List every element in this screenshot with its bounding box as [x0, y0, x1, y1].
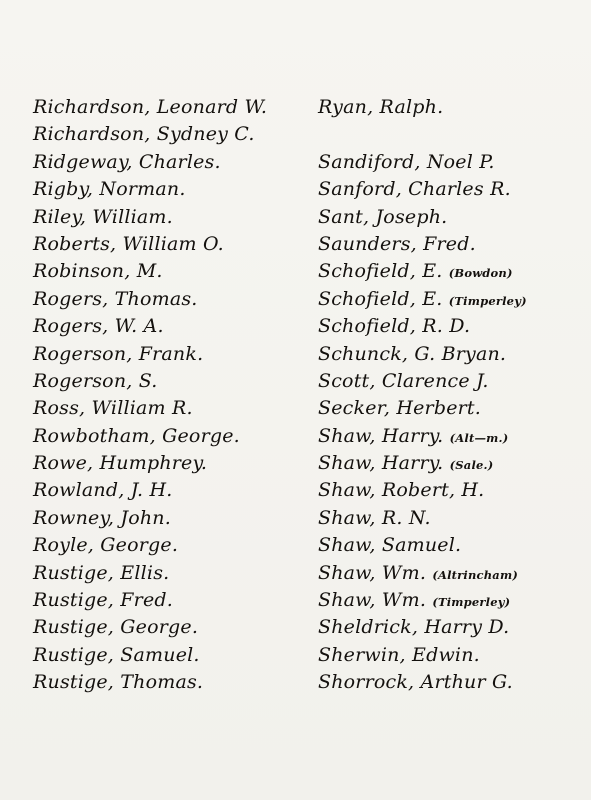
name-entry	[318, 669, 588, 696]
entry-name: Shaw, Harry.	[318, 424, 444, 447]
name-entry	[33, 505, 303, 532]
entry-name: Shaw, Wm.	[318, 561, 427, 584]
entry-location-note: (Sale.)	[449, 458, 494, 473]
entry-name: Rogerson, Frank.	[33, 342, 204, 365]
entry-name: Shorrock, Arthur G.	[318, 671, 513, 694]
name-entry	[318, 368, 588, 395]
left-name-column	[33, 94, 303, 697]
name-entry	[318, 505, 588, 532]
name-entry	[33, 423, 303, 450]
entry-name: Rigby, Norman.	[33, 178, 186, 201]
name-entry	[33, 477, 303, 504]
name-entry	[318, 176, 588, 203]
entry-name: Rowe, Humphrey.	[33, 452, 208, 475]
name-entry	[318, 204, 588, 231]
entry-name: Secker, Herbert.	[318, 397, 481, 420]
name-entry	[33, 341, 303, 368]
name-entry	[33, 614, 303, 641]
entry-name: Ridgeway, Charles.	[33, 150, 221, 173]
name-entry	[33, 669, 303, 696]
name-entry	[33, 642, 303, 669]
entry-name: Shaw, Wm.	[318, 589, 427, 612]
entry-name: Schunck, G. Bryan.	[318, 342, 507, 365]
entry-name: Schofield, E.	[318, 260, 443, 283]
name-entry	[318, 532, 588, 559]
entry-name: Sherwin, Edwin.	[318, 643, 480, 666]
name-entry	[318, 560, 588, 587]
name-entry	[33, 94, 303, 121]
entry-location-note: (Timperley)	[448, 293, 527, 308]
entry-name: Sant, Joseph.	[318, 205, 448, 228]
name-entry	[318, 642, 588, 669]
entry-name: Schofield, E.	[318, 287, 443, 310]
name-entry	[318, 149, 588, 176]
entry-name: Richardson, Leonard W.	[33, 96, 268, 118]
entry-name: Rowland, J. H.	[33, 479, 173, 502]
entry-name: Rowbotham, George.	[33, 424, 240, 447]
entry-name: Rustige, Fred.	[33, 589, 174, 612]
entry-name: Ross, William R.	[33, 397, 193, 420]
name-entry	[33, 450, 303, 477]
entry-name: Shaw, R. N.	[318, 506, 431, 529]
name-entry	[33, 560, 303, 587]
name-entry	[33, 286, 303, 313]
name-entry	[318, 94, 588, 121]
name-entry	[318, 614, 588, 641]
entry-name: Robinson, M.	[33, 260, 163, 283]
entry-name: Sandiford, Noel P.	[318, 150, 495, 173]
name-entry	[33, 587, 303, 614]
name-entry	[33, 368, 303, 395]
entry-name: Rowney, John.	[33, 506, 171, 529]
name-entry	[318, 587, 588, 614]
name-entry	[318, 395, 588, 422]
entry-name: Schofield, R. D.	[318, 315, 471, 338]
name-entry	[33, 176, 303, 203]
entry-name: Royle, George.	[33, 534, 179, 557]
entry-name: Roberts, William O.	[33, 232, 224, 255]
name-entry	[318, 258, 588, 285]
entry-name: Sheldrick, Harry D.	[318, 616, 510, 639]
entry-name: Scott, Clarence J.	[318, 369, 489, 392]
name-entry	[318, 341, 588, 368]
name-entry	[33, 532, 303, 559]
name-entry	[33, 313, 303, 340]
entry-location-note: (Altrincham)	[432, 567, 518, 582]
name-entry	[318, 286, 588, 313]
entry-location-note: (Bowdon)	[448, 266, 513, 281]
name-entry	[318, 313, 588, 340]
entry-name: Saunders, Fred.	[318, 232, 476, 255]
entry-name: Rustige, Samuel.	[33, 643, 200, 666]
name-entry	[318, 477, 588, 504]
entry-name: Ryan, Ralph.	[318, 96, 444, 118]
entry-name: Rogerson, S.	[33, 369, 158, 392]
entry-name: Rustige, Thomas.	[33, 671, 204, 694]
right-name-column	[318, 94, 588, 697]
entry-name: Riley, William.	[33, 205, 173, 228]
entry-name: Shaw, Harry.	[318, 452, 444, 475]
entry-name: Sanford, Charles R.	[318, 178, 511, 201]
entry-name: Shaw, Samuel.	[318, 534, 462, 557]
name-entry	[33, 149, 303, 176]
entry-name: Shaw, Robert, H.	[318, 479, 485, 502]
entry-name: Rogers, W. A.	[33, 315, 164, 338]
name-entry	[33, 121, 303, 148]
name-entry	[318, 450, 588, 477]
entry-location-note: (Timperley)	[432, 595, 511, 610]
name-entry	[33, 231, 303, 258]
entry-name: Rustige, George.	[33, 616, 199, 639]
entry-name: Richardson, Sydney C.	[33, 123, 255, 146]
entry-name: Rogers, Thomas.	[33, 287, 198, 310]
name-entry	[33, 204, 303, 231]
entry-location-note: (Alt—m.)	[449, 430, 509, 445]
name-entry	[318, 423, 588, 450]
name-entry	[318, 231, 588, 258]
name-entry	[33, 395, 303, 422]
name-entry	[318, 121, 588, 148]
name-entry	[33, 258, 303, 285]
entry-name: Rustige, Ellis.	[33, 561, 170, 584]
